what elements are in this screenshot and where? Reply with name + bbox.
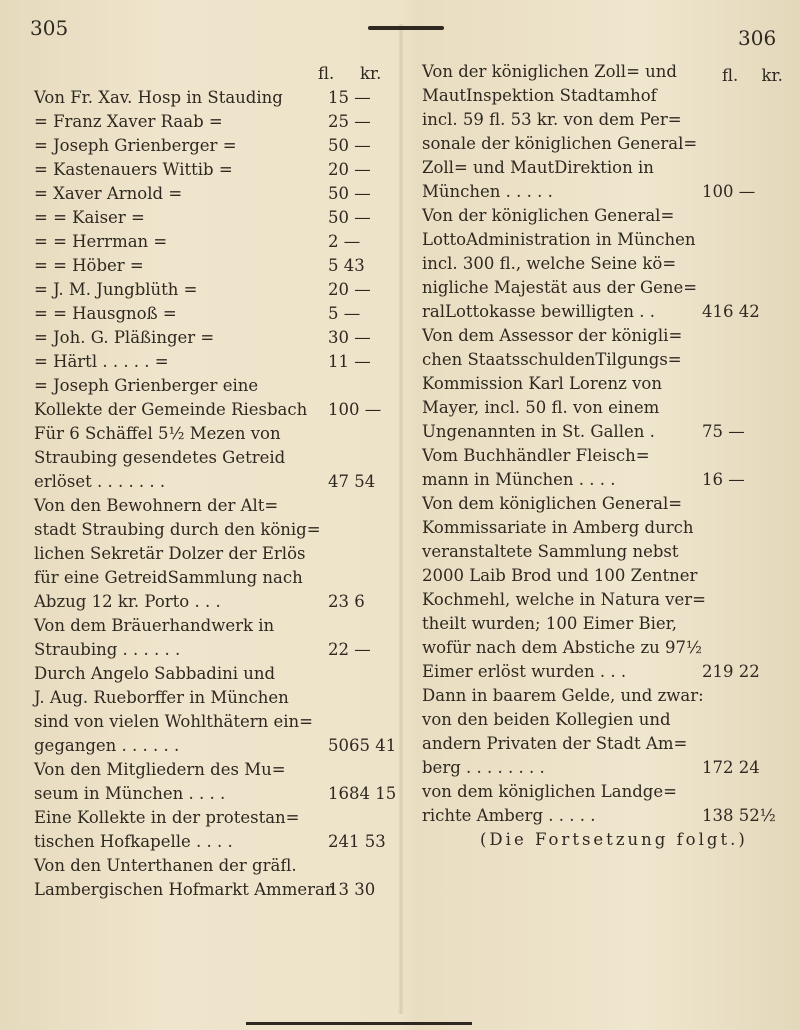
right-entry-row <box>422 588 777 612</box>
left-entry-row <box>34 302 394 326</box>
right-entry-text: Kommissariate in Amberg durch <box>422 518 694 537</box>
right-entry-row <box>422 564 777 588</box>
right-entry-row <box>422 132 777 156</box>
right-entry-text: Kommission Karl Lorenz von <box>422 374 662 393</box>
right-entry-row <box>422 660 777 684</box>
left-entry-row <box>34 710 394 734</box>
left-entry-text: Von den Unterthanen der gräfl. <box>34 856 297 875</box>
right-entry-row <box>422 684 777 708</box>
right-entry-row <box>422 708 777 732</box>
right-entry-text: veranstaltete Sammlung nebst <box>422 542 679 561</box>
left-entry-text: = Joseph Grienberger eine <box>34 376 259 395</box>
left-entry-text: lichen Sekretär Dolzer der Erlös <box>34 544 306 563</box>
right-entry-row <box>422 228 777 252</box>
left-entry-text: = Xaver Arnold = <box>34 184 183 203</box>
left-entry-row <box>34 374 394 398</box>
left-entry-row <box>34 182 394 206</box>
left-entry-text: erlöset . . . . . . . <box>34 472 166 491</box>
left-entry-text: = = Höber = <box>34 256 144 275</box>
left-entry-text: = = Herrman = <box>34 232 168 251</box>
left-entries <box>34 86 397 902</box>
book-gutter <box>398 24 404 1014</box>
left-entry-amount: 5 43 <box>328 256 365 275</box>
left-entry-row <box>34 686 394 710</box>
left-entry-amount: 5 — <box>328 304 361 323</box>
right-entry-text: sonale der königlichen General= <box>422 134 698 153</box>
right-entry-text: Mayer, incl. 50 fl. von einem <box>422 398 660 417</box>
left-entry-amount: 11 — <box>328 352 371 371</box>
left-entry-amount: 25 — <box>328 112 371 131</box>
left-entry-row <box>34 86 394 110</box>
left-entry-text: = Franz Xaver Raab = <box>34 112 223 131</box>
left-entry-amount: 30 — <box>328 328 371 347</box>
left-entry-amount: 50 — <box>328 208 371 227</box>
right-entry-row <box>422 612 777 636</box>
left-entry-text: = Härtl . . . . . = <box>34 352 169 371</box>
left-entry-text: = J. M. Jungblüth = <box>34 280 198 299</box>
left-page-number: 305 <box>30 16 69 40</box>
left-entry-amount: 22 — <box>328 640 371 659</box>
left-entry-row <box>34 446 394 470</box>
bottom-printer-rule <box>246 1022 472 1025</box>
right-entry-row <box>422 444 777 468</box>
left-entry-amount: 20 — <box>328 280 371 299</box>
right-entry-text: MautInspektion Stadtamhof <box>422 86 657 105</box>
left-entry-text: Für 6 Schäffel 5½ Mezen von <box>34 424 281 443</box>
right-entry-text: berg . . . . . . . . <box>422 758 545 777</box>
left-entry-row <box>34 350 394 374</box>
right-entry-text: theilt wurden; 100 Eimer Bier, <box>422 614 677 633</box>
right-entry-text: Eimer erlöst wurden . . . <box>422 662 627 681</box>
right-entry-row <box>422 804 777 828</box>
right-entry-text: von dem königlichen Landge= <box>422 782 677 801</box>
right-entry-text: chen StaatsschuldenTilgungs= <box>422 350 682 369</box>
right-entry-amount: 219 22 <box>702 662 760 681</box>
left-entry-text: Kollekte der Gemeinde Riesbach <box>34 400 308 419</box>
left-entry-amount: 50 — <box>328 136 371 155</box>
left-entry-text: sind von vielen Wohlthätern ein= <box>34 712 314 731</box>
continuation-note: (Die Fortsetzung folgt.) <box>480 830 748 849</box>
left-entry-amount: 47 54 <box>328 472 376 491</box>
right-entry-row <box>422 780 777 804</box>
left-entry-amount: 100 — <box>328 400 382 419</box>
left-entry-row <box>34 518 394 542</box>
left-entry-row <box>34 206 394 230</box>
left-entry-row <box>34 638 394 662</box>
right-entry-row <box>422 348 777 372</box>
left-entry-text: für eine GetreidSammlung nach <box>34 568 303 587</box>
left-entry-text: Eine Kollekte in der protestan= <box>34 808 300 827</box>
left-entry-row <box>34 110 394 134</box>
right-entry-text: wofür nach dem Abstiche zu 97½ <box>422 638 703 657</box>
left-entry-row <box>34 470 394 494</box>
right-entry-text: incl. 300 fl., welche Seine kö= <box>422 254 677 273</box>
left-entry-row <box>34 854 394 878</box>
right-entry-row <box>422 108 777 132</box>
left-entry-row <box>34 782 397 806</box>
left-entry-text: = Joseph Grienberger = <box>34 136 237 155</box>
left-entry-row <box>34 398 394 422</box>
right-entry-text: Von der königlichen General= <box>422 206 675 225</box>
left-entry-text: Lambergischen Hofmarkt Ammeran <box>34 880 336 899</box>
right-entry-text: Von der königlichen Zoll= und <box>422 62 677 81</box>
left-entry-row <box>34 542 394 566</box>
right-header-fl: fl. <box>722 66 739 85</box>
right-entry-text: mann in München . . . . <box>422 470 616 489</box>
left-entry-amount: 50 — <box>328 184 371 203</box>
left-entry-amount: 15 — <box>328 88 371 107</box>
right-entry-row <box>422 204 777 228</box>
left-entry-row <box>34 494 394 518</box>
right-entry-row <box>422 180 777 204</box>
left-entry-row <box>34 566 394 590</box>
right-entry-amount: 16 — <box>702 470 745 489</box>
left-entry-row <box>34 422 394 446</box>
left-entry-text: tischen Hofkapelle . . . . <box>34 832 233 851</box>
right-entry-row <box>422 468 777 492</box>
left-entry-text: Von dem Bräuerhandwerk in <box>34 616 275 635</box>
right-entry-text: Ungenannten in St. Gallen . <box>422 422 655 441</box>
left-entry-row <box>34 326 394 350</box>
right-entry-row <box>422 276 777 300</box>
right-entry-amount: 75 — <box>702 422 745 441</box>
right-entry-text: richte Amberg . . . . . <box>422 806 596 825</box>
left-entry-text: Von den Bewohnern der Alt= <box>34 496 279 515</box>
left-entry-row <box>34 662 394 686</box>
left-entry-amount: 23 6 <box>328 592 365 611</box>
right-entry-row <box>422 156 777 180</box>
left-entry-amount: 5065 41 <box>328 736 397 755</box>
right-entry-row <box>422 252 777 276</box>
right-entry-text: 2000 Laib Brod und 100 Zentner <box>422 566 698 585</box>
left-currency-header <box>34 62 394 86</box>
right-entry-text: Von dem königlichen General= <box>422 494 683 513</box>
left-header-kr: kr. <box>360 64 382 83</box>
right-entry-amount: 172 24 <box>702 758 760 777</box>
left-entry-row <box>34 590 394 614</box>
left-entry-row <box>34 254 394 278</box>
left-entry-row <box>34 614 394 638</box>
left-entry-row <box>34 758 394 782</box>
right-entry-row <box>422 300 777 324</box>
left-entry-row <box>34 830 394 854</box>
left-entry-text: Durch Angelo Sabbadini und <box>34 664 276 683</box>
right-entry-text: LottoAdministration in München <box>422 230 696 249</box>
right-column <box>422 60 777 852</box>
right-entry-text: Zoll= und MautDirektion in <box>422 158 654 177</box>
right-entry-row <box>422 372 777 396</box>
left-entry-text: Straubing gesendetes Getreid <box>34 448 286 467</box>
left-entry-amount: 13 30 <box>328 880 376 899</box>
left-entry-row <box>34 806 394 830</box>
left-entry-text: = Kastenauers Wittib = <box>34 160 233 179</box>
left-entry-text: = = Kaiser = <box>34 208 145 227</box>
left-entry-text: Straubing . . . . . . <box>34 640 181 659</box>
left-entry-text: gegangen . . . . . . <box>34 736 180 755</box>
left-entry-text: Abzug 12 kr. Porto . . . <box>34 592 221 611</box>
left-entry-amount: 241 53 <box>328 832 386 851</box>
right-entry-text: andern Privaten der Stadt Am= <box>422 734 688 753</box>
right-page-number: 306 <box>738 26 777 50</box>
left-entry-row <box>34 134 394 158</box>
left-entry-text: Von den Mitgliedern des Mu= <box>34 760 286 779</box>
right-entry-text: ralLottokasse bewilligten . . <box>422 302 655 321</box>
right-entry-text: München . . . . . <box>422 182 553 201</box>
left-entry-row <box>34 158 394 182</box>
right-entry-text: Kochmehl, welche in Natura ver= <box>422 590 706 609</box>
right-entry-row <box>422 492 777 516</box>
right-entry-text: nigliche Majestät aus der Gene= <box>422 278 698 297</box>
left-entry-text: Von Fr. Xav. Hosp in Stauding <box>34 88 283 107</box>
left-entry-text: stadt Straubing durch den könig= <box>34 520 321 539</box>
left-entry-row <box>34 278 394 302</box>
right-entry-text: Dann in baarem Gelde, und zwar: <box>422 686 704 705</box>
right-entry-row <box>422 84 777 108</box>
left-entry-amount: 2 — <box>328 232 361 251</box>
left-entry-row <box>34 230 394 254</box>
right-entry-row <box>422 732 777 756</box>
left-entry-text: = Joh. G. Pläßinger = <box>34 328 215 347</box>
left-entry-text: seum in München . . . . <box>34 784 226 803</box>
right-entry-amount: 138 52½ <box>702 806 776 825</box>
right-entry-row <box>422 396 777 420</box>
right-entry-row <box>422 324 777 348</box>
left-entry-row <box>34 878 394 902</box>
top-printer-rule <box>368 26 444 30</box>
left-column <box>34 62 397 902</box>
right-currency-header <box>722 66 783 85</box>
right-entry-row <box>422 516 777 540</box>
right-header-kr: kr. <box>761 66 783 85</box>
left-header-fl: fl. <box>318 64 335 83</box>
right-entry-text: Von dem Assessor der königli= <box>422 326 683 345</box>
left-entry-amount: 20 — <box>328 160 371 179</box>
right-entries <box>422 60 777 828</box>
right-entry-row <box>422 420 777 444</box>
right-entry-row <box>422 756 777 780</box>
left-entry-text: J. Aug. Rueborffer in München <box>34 688 289 707</box>
right-entry-text: incl. 59 fl. 53 kr. von dem Per= <box>422 110 682 129</box>
left-entry-row <box>34 734 397 758</box>
right-entry-amount: 416 42 <box>702 302 760 321</box>
right-entry-row <box>422 636 777 660</box>
right-entry-text: von den beiden Kollegien und <box>422 710 671 729</box>
right-entry-amount: 100 — <box>702 182 756 201</box>
followup-row <box>422 828 777 852</box>
right-entry-text: Vom Buchhändler Fleisch= <box>422 446 650 465</box>
left-entry-amount: 1684 15 <box>328 784 397 803</box>
right-entry-row <box>422 540 777 564</box>
left-entry-text: = = Hausgnoß = <box>34 304 177 323</box>
